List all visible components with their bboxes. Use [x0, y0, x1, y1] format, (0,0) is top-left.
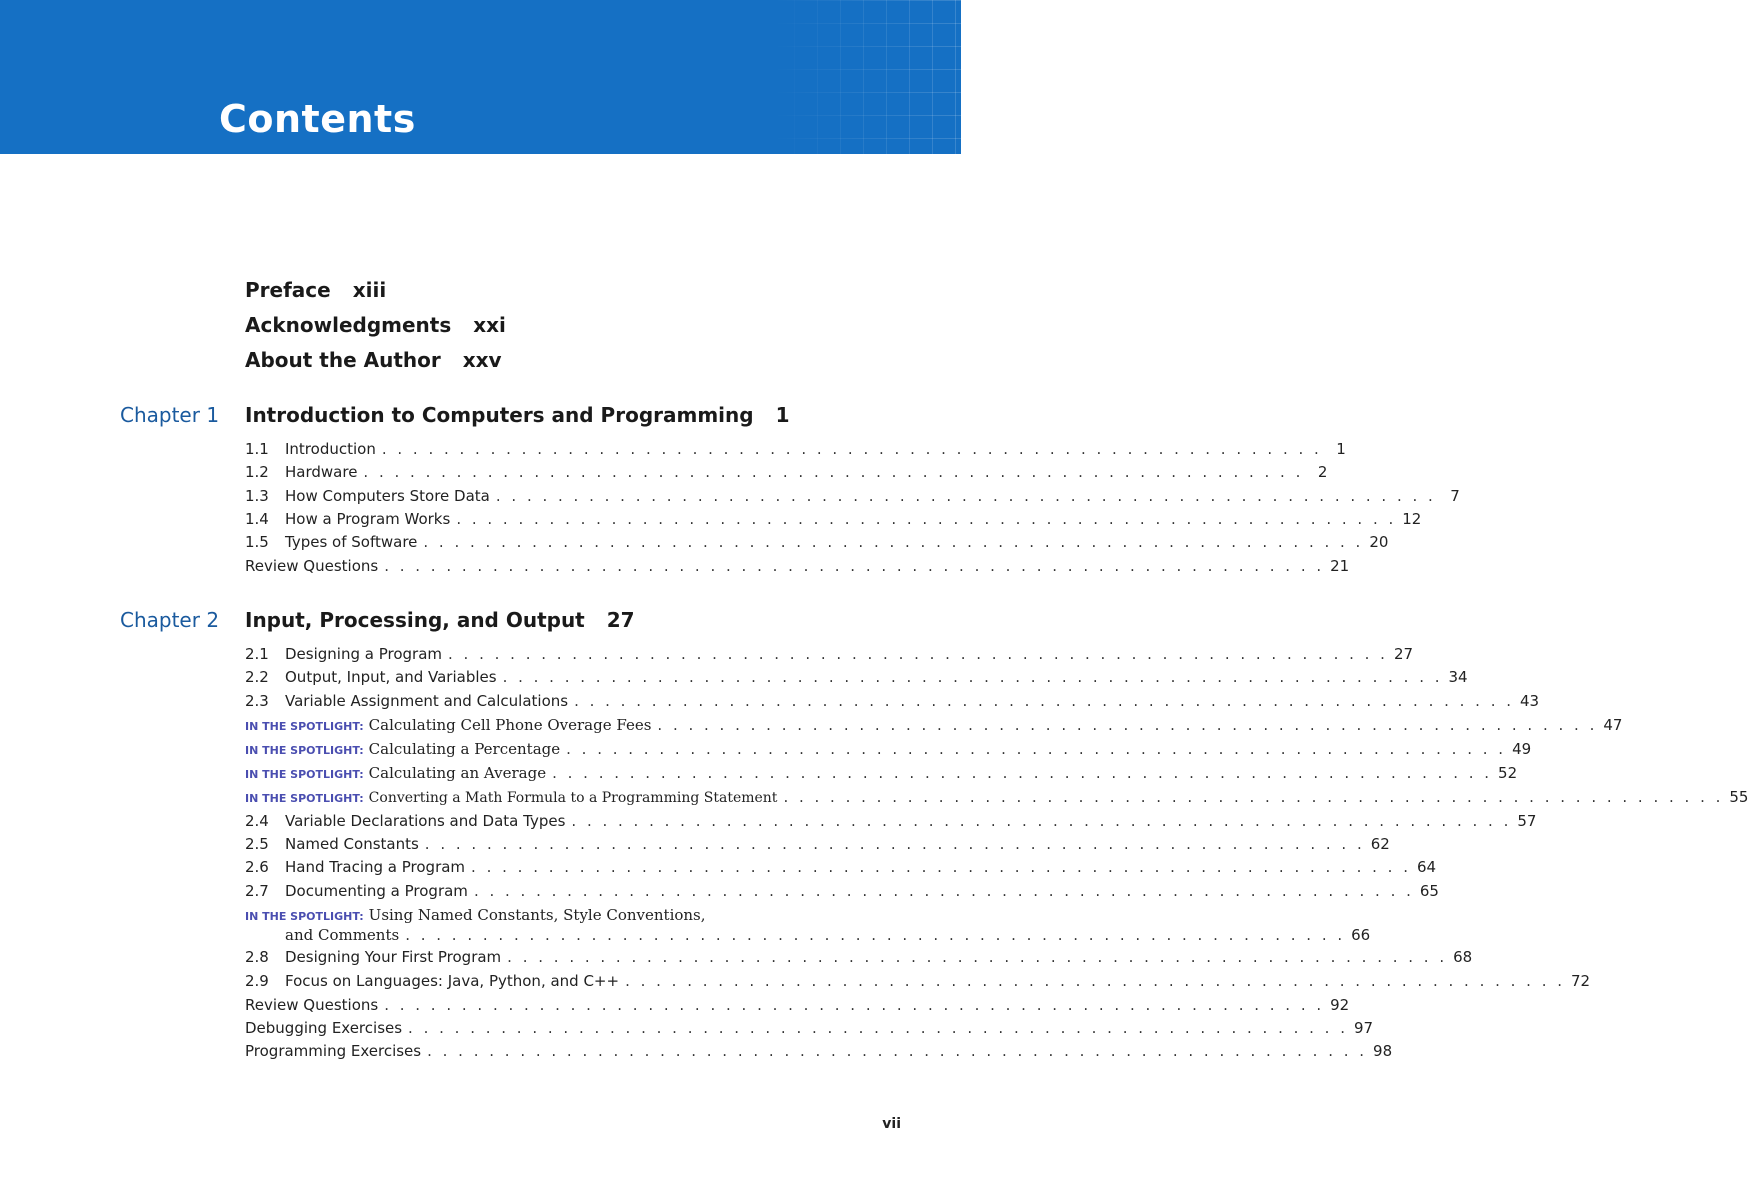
section-number: 2.1 [245, 645, 269, 663]
toc-entry[interactable] [245, 533, 1389, 553]
section-number: 1.1 [245, 440, 269, 458]
page-number: vii [882, 1116, 901, 1132]
section-title: Introduction [285, 440, 376, 458]
spotlight-label: IN THE SPOTLIGHT: [245, 744, 364, 757]
leader-dots: . . . . . . . . . . . . . . . . . . . . . . . . . . . . . . . . . . . . . . . . . . . . . . . . . . . . . . . . . . . . . [456, 510, 1397, 528]
leader-dots: . . . . . . . . . . . . . . . . . . . . . . . . . . . . . . . . . . . . . . . . . . . . . . . . . . . . . . . . . . . . . [502, 668, 1443, 686]
toc-entry[interactable] [245, 996, 1350, 1016]
section-page: 20 [1369, 533, 1389, 551]
section-page: 27 [1393, 645, 1414, 663]
spotlight-label: IN THE SPOTLIGHT: [245, 768, 364, 781]
leader-dots: . . . . . . . . . . . . . . . . . . . . . . . . . . . . . . . . . . . . . . . . . . . . . . . . . . . . . . . . . . . . . [384, 996, 1325, 1014]
chapter-title-text: Introduction to Computers and Programming [245, 403, 754, 427]
front-page: xiii [352, 278, 387, 302]
leader-dots: . . . . . . . . . . . . . . . . . . . . . . . . . . . . . . . . . . . . . . . . . . . . . . . . . . . . . . . . . . . . . [448, 645, 1388, 663]
section-title: Hand Tracing a Program [285, 858, 466, 876]
spotlight-entry[interactable] [245, 716, 1623, 736]
section-page: 52 [1498, 764, 1518, 782]
toc-about-author[interactable] [245, 350, 502, 370]
section-page: 98 [1373, 1042, 1393, 1060]
section-number: 1.3 [245, 487, 269, 505]
section-page: 72 [1571, 972, 1591, 990]
section-page: 21 [1330, 557, 1350, 575]
section-number: 2.8 [245, 948, 269, 966]
toc-entry[interactable] [245, 645, 1414, 665]
section-title: How Computers Store Data [285, 487, 490, 505]
section-page: 43 [1520, 692, 1540, 710]
leader-dots: . . . . . . . . . . . . . . . . . . . . . . . . . . . . . . . . . . . . . . . . . . . . . . . . . . . . . . . . . . . . . [424, 835, 1365, 853]
section-page: 65 [1419, 882, 1439, 900]
front-title: Preface [245, 278, 331, 302]
section-number: 1.4 [245, 510, 269, 528]
section-page: 57 [1517, 812, 1537, 830]
toc-entry[interactable] [245, 882, 1439, 902]
section-title: Programming Exercises [245, 1042, 422, 1060]
section-title: Named Constants [285, 835, 419, 853]
section-page: 34 [1448, 668, 1468, 686]
spotlight-title: Using Named Constants, Style Conventions, [368, 906, 706, 924]
chapter-1-title[interactable] [245, 405, 790, 425]
section-title: Types of Software [285, 533, 418, 551]
toc-preface[interactable] [245, 280, 386, 300]
grid-pattern-decoration [771, 0, 961, 154]
section-page: 62 [1370, 835, 1390, 853]
toc-entry[interactable] [245, 835, 1390, 855]
leader-dots: . . . . . . . . . . . . . . . . . . . . . . . . . . . . . . . . . . . . . . . . . . . . . . . . . . . . . . . . . . . . . [657, 716, 1598, 734]
section-title: Focus on Languages: Java, Python, and C++ [285, 972, 620, 990]
section-title: How a Program Works [285, 510, 451, 528]
leader-dots: . . . . . . . . . . . . . . . . . . . . . . . . . . . . . . . . . . . . . . . . . . . . . . . . . . . . . . . . . . . . . [783, 788, 1724, 806]
section-title: Review Questions [245, 557, 379, 575]
spotlight-title: Converting a Math Formula to a Programming Statement [368, 790, 778, 806]
section-number: 2.7 [245, 882, 269, 900]
leader-dots: . . . . . . . . . . . . . . . . . . . . . . . . . . . . . . . . . . . . . . . . . . . . . . . . . . . . . . . . . . . . . [423, 533, 1364, 551]
leader-dots: . . . . . . . . . . . . . . . . . . . . . . . . . . . . . . . . . . . . . . . . . . . . . . . . . . . . . . . . . . . . . [381, 440, 1322, 458]
leader-dots: . . . . . . . . . . . . . . . . . . . . . . . . . . . . . . . . . . . . . . . . . . . . . . . . . . . . . . . . . . . . . [571, 812, 1512, 830]
leader-dots: . . . . . . . . . . . . . . . . . . . . . . . . . . . . . . . . . . . . . . . . . . . . . . . . . . . . . . . . . . . . . [363, 463, 1304, 481]
chapter-2-label: Chapter 2 [120, 608, 220, 632]
section-title: Debugging Exercises [245, 1019, 403, 1037]
leader-dots: . . . . . . . . . . . . . . . . . . . . . . . . . . . . . . . . . . . . . . . . . . . . . . . . . . . . . . . . . . . . . [405, 926, 1346, 944]
toc-entry[interactable] [245, 972, 1591, 992]
front-title: About the Author [245, 348, 441, 372]
toc-entry[interactable] [245, 463, 1328, 483]
section-title: Variable Declarations and Data Types [285, 812, 566, 830]
leader-dots: . . . . . . . . . . . . . . . . . . . . . . . . . . . . . . . . . . . . . . . . . . . . . . . . . . . . . . . . . . . . . [552, 764, 1493, 782]
section-number: 2.4 [245, 812, 269, 830]
toc-entry[interactable] [245, 1019, 1374, 1039]
section-page: 68 [1453, 948, 1473, 966]
chapter-page: 1 [775, 403, 790, 427]
toc-entry[interactable] [245, 1042, 1393, 1062]
section-title: Hardware [285, 463, 358, 481]
section-number: 1.2 [245, 463, 269, 481]
leader-dots: . . . . . . . . . . . . . . . . . . . . . . . . . . . . . . . . . . . . . . . . . . . . . . . . . . . . . . . . . . . . . [473, 882, 1414, 900]
front-page: xxv [462, 348, 502, 372]
spotlight-title: Calculating Cell Phone Overage Fees [368, 716, 652, 734]
leader-dots: . . . . . . . . . . . . . . . . . . . . . . . . . . . . . . . . . . . . . . . . . . . . . . . . . . . . . . . . . . . . . [566, 740, 1507, 758]
spotlight-title-continued: and Comments [285, 926, 400, 944]
toc-entry[interactable] [245, 948, 1473, 968]
page-title: Contents [219, 97, 416, 141]
section-title: Output, Input, and Variables [285, 668, 497, 686]
chapter-2-title[interactable] [245, 610, 635, 630]
leader-dots: . . . . . . . . . . . . . . . . . . . . . . . . . . . . . . . . . . . . . . . . . . . . . . . . . . . . . . . . . . . . . [495, 487, 1436, 505]
chapter-title-text: Input, Processing, and Output [245, 608, 585, 632]
leader-dots: . . . . . . . . . . . . . . . . . . . . . . . . . . . . . . . . . . . . . . . . . . . . . . . . . . . . . . . . . . . . . [408, 1019, 1348, 1037]
section-number: 2.2 [245, 668, 269, 686]
leader-dots: . . . . . . . . . . . . . . . . . . . . . . . . . . . . . . . . . . . . . . . . . . . . . . . . . . . . . . . . . . . . . [507, 948, 1448, 966]
section-page: 1 [1336, 440, 1346, 458]
leader-dots: . . . . . . . . . . . . . . . . . . . . . . . . . . . . . . . . . . . . . . . . . . . . . . . . . . . . . . . . . . . . . [384, 557, 1325, 575]
section-page: 2 [1317, 463, 1328, 481]
spotlight-entry[interactable] [245, 788, 1748, 808]
spotlight-label: IN THE SPOTLIGHT: [245, 792, 364, 805]
section-page: 7 [1450, 487, 1460, 505]
spotlight-label: IN THE SPOTLIGHT: [245, 910, 364, 923]
toc-entry[interactable] [245, 440, 1346, 460]
toc-entry[interactable] [245, 812, 1537, 832]
section-page: 12 [1402, 510, 1422, 528]
leader-dots: . . . . . . . . . . . . . . . . . . . . . . . . . . . . . . . . . . . . . . . . . . . . . . . . . . . . . . . . . . . . . [625, 972, 1566, 990]
leader-dots: . . . . . . . . . . . . . . . . . . . . . . . . . . . . . . . . . . . . . . . . . . . . . . . . . . . . . . . . . . . . . [471, 858, 1411, 876]
section-page: 64 [1416, 858, 1437, 876]
toc-acknowledgments[interactable] [245, 315, 506, 335]
leader-dots: . . . . . . . . . . . . . . . . . . . . . . . . . . . . . . . . . . . . . . . . . . . . . . . . . . . . . . . . . . . . . [574, 692, 1515, 710]
section-page: 92 [1330, 996, 1350, 1014]
section-page: 66 [1351, 926, 1371, 944]
section-number: 2.6 [245, 858, 269, 876]
spotlight-entry[interactable] [245, 740, 1532, 760]
section-title: Designing Your First Program [285, 948, 502, 966]
section-page: 47 [1603, 716, 1623, 734]
toc-entry[interactable] [245, 858, 1437, 878]
spotlight-title: Calculating a Percentage [368, 740, 561, 758]
section-number: 2.9 [245, 972, 269, 990]
section-title: Variable Assignment and Calculations [285, 692, 569, 710]
section-title: Documenting a Program [285, 882, 468, 900]
leader-dots: . . . . . . . . . . . . . . . . . . . . . . . . . . . . . . . . . . . . . . . . . . . . . . . . . . . . . . . . . . . . . [427, 1042, 1368, 1060]
toc-entry[interactable] [245, 692, 1540, 712]
section-number: 2.5 [245, 835, 269, 853]
spotlight-title: Calculating an Average [368, 764, 547, 782]
section-page: 55 [1729, 788, 1748, 806]
toc-entry[interactable] [245, 557, 1350, 577]
toc-entry[interactable] [245, 510, 1422, 530]
section-title: Designing a Program [285, 645, 443, 663]
front-page: xxi [473, 313, 506, 337]
section-number: 2.3 [245, 692, 269, 710]
spotlight-entry[interactable] [245, 906, 706, 926]
spotlight-label: IN THE SPOTLIGHT: [245, 720, 364, 733]
section-title: Review Questions [245, 996, 379, 1014]
section-page: 49 [1512, 740, 1532, 758]
toc-entry[interactable] [245, 487, 1460, 507]
header-banner [0, 0, 961, 154]
spotlight-entry-continuation[interactable] [285, 926, 1371, 946]
chapter-1-label: Chapter 1 [120, 403, 220, 427]
toc-entry[interactable] [245, 668, 1468, 688]
section-page: 97 [1353, 1019, 1374, 1037]
chapter-page: 27 [606, 608, 635, 632]
spotlight-entry[interactable] [245, 764, 1518, 784]
front-title: Acknowledgments [245, 313, 452, 337]
section-number: 1.5 [245, 533, 269, 551]
